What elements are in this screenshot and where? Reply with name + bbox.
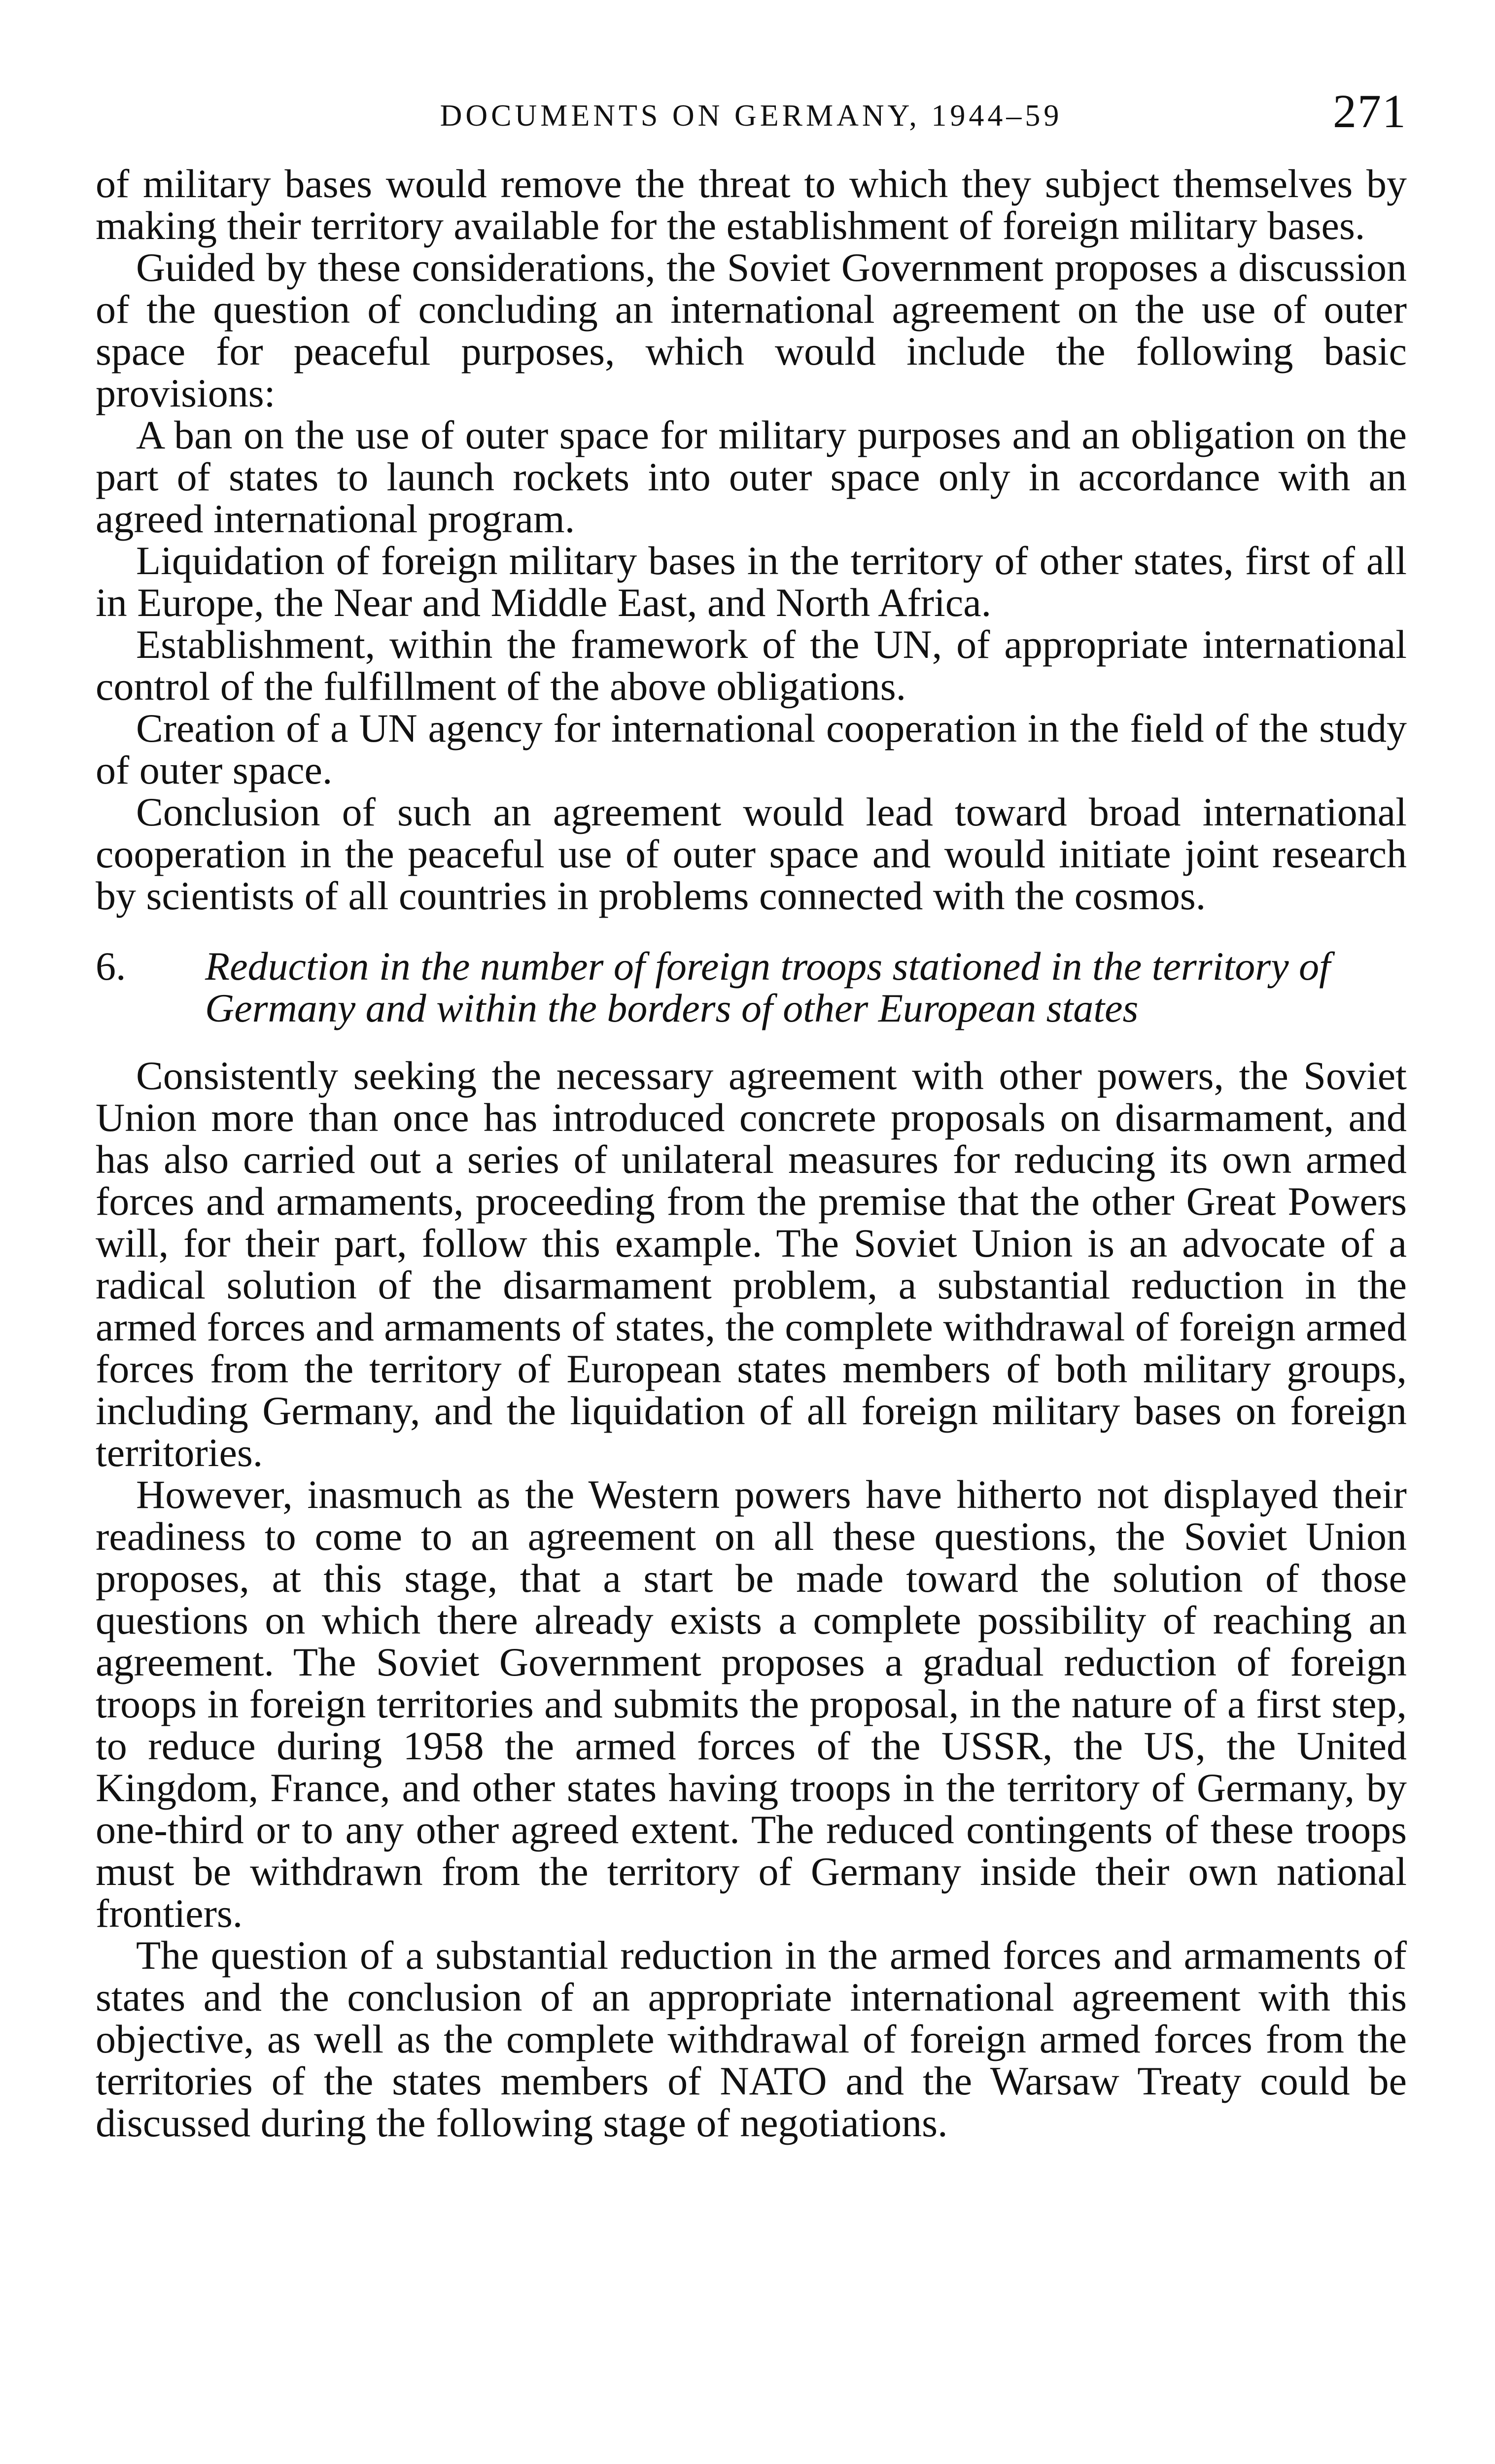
section-number: 6. (96, 944, 126, 989)
paragraph-disarmament: Consistently seeking the necessary agreement with other powers, the Soviet Union more than once has introduced concrete proposals on disarmament, and has also carried out a series of unilateral measures for reducing its own armed forces and armaments, proceeding from the premise that the other Great Powers will, for their part, follow this example. The Soviet Union is an advocate of a radical solution of the disarmament problem, a substantial reduction in the armed forces and armaments of states, the complete withdrawal of foreign armed forces from the territory of European states members of both military groups, including Germany, and the liquidation of all foreign military bases on foreign territories. (96, 1053, 1407, 1475)
paragraph-conclusion-agreement: Conclusion of such an agreement would lead toward broad international cooperation in the peaceful use of outer space and would initiate joint research by scientists of all countries in problems connected with the cosmos. (96, 789, 1407, 918)
provision-un-control: Establishment, within the framework of the UN, of appropriate international control of the fulfillment of the above obligations. (96, 622, 1407, 709)
provision-military-ban: A ban on the use of outer space for military purposes and an obligation on the part of states to launch rockets into outer space only in accordance with an agreed international program. (96, 412, 1407, 541)
paragraph-troop-reduction: However, inasmuch as the Western powers have hitherto not displayed their readiness to come to an agreement on all these questions, the Soviet Union proposes, at this stage, that a start be made toward the solution of those questions on which there already exists a complete possibility of reaching an agreement. The Soviet Government proposes a gradual reduction of foreign troops in foreign territories and submits the proposal, in the nature of a first step, to reduce during 1958 the armed forces of the USSR, the US, the United Kingdom, France, and other states having troops in the territory of Germany, by one-third or to any other agreed extent. The reduced contingents of these troops must be withdrawn from the territory of Germany inside their own national frontiers. (96, 1472, 1407, 1936)
paragraph-continued: of military bases would remove the threat to which they subject themselves by making their territory available for the establishment of foreign military bases. (96, 161, 1407, 248)
provision-liquidation-bases: Liquidation of foreign military bases in the territory of other states, first of all in Europe, the Near and Middle East, and North Africa. (96, 538, 1407, 625)
section-title: Reduction in the number of foreign troops stationed in the territory of Germany and within the borders of other European states (205, 944, 1330, 1030)
running-header (96, 84, 1407, 163)
paragraph-outer-space-proposal: Guided by these considerations, the Soviet Government proposes a discussion of the question of concluding an international agreement on the use of outer space for peaceful purposes, which would include the following basic provisions: (96, 245, 1407, 415)
section-heading-6 (96, 945, 1407, 1029)
provision-un-agency: Creation of a UN agency for international cooperation in the field of the study of outer space. (96, 706, 1407, 792)
document-page (96, 84, 1407, 2144)
paragraph-following-stage: The question of a substantial reduction in the armed forces and armaments of states and the conclusion of an appropriate international agreement with this objective, as well as the complete withdrawal of foreign armed forces from the territories of the states members of NATO and the Warsaw Treaty could be discussed during the following stage of negotiations. (96, 1933, 1407, 2145)
page-number: 271 (1333, 85, 1407, 137)
body-text (96, 163, 1407, 2144)
running-title: DOCUMENTS ON GERMANY, 1944–59 (440, 99, 1063, 133)
